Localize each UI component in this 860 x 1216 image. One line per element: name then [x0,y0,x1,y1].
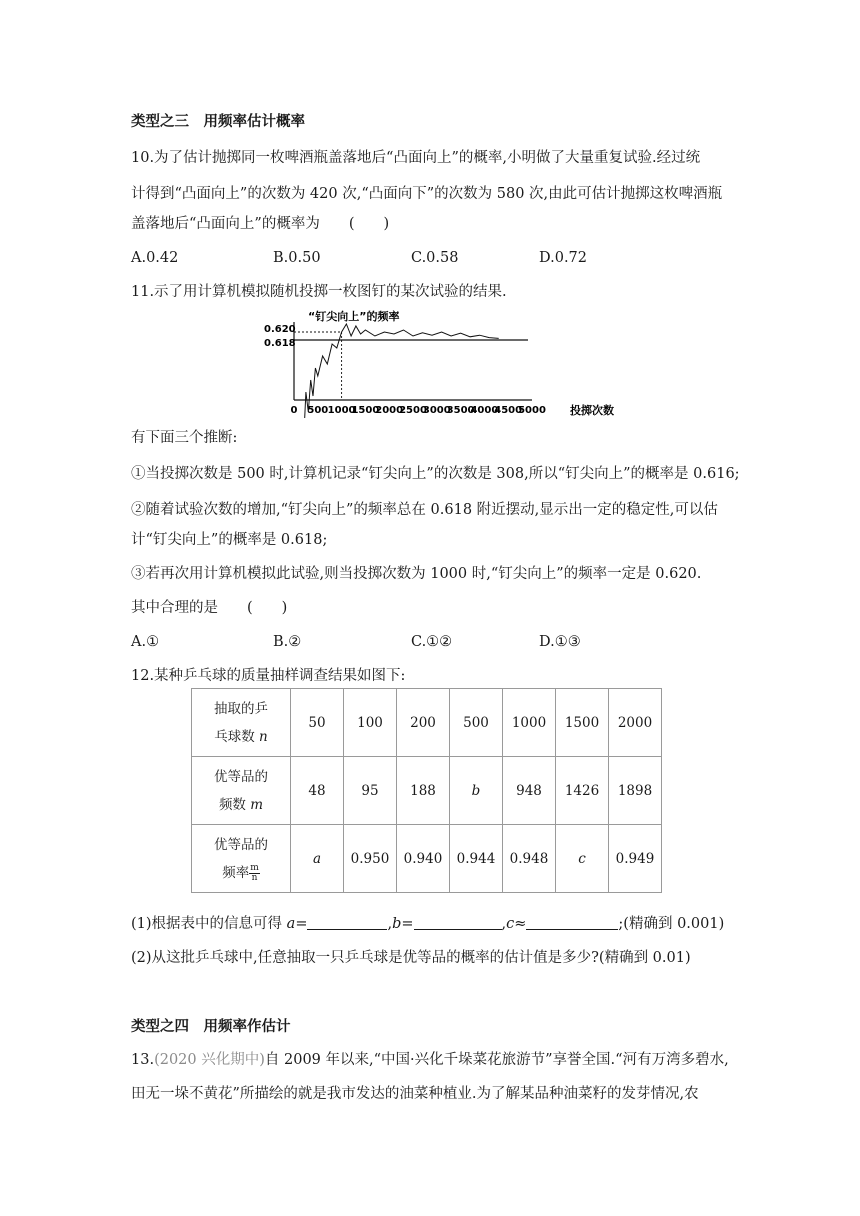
x-tick-label: 1500 [351,405,380,416]
table-row [192,825,662,893]
row-label-line [192,723,290,751]
row-label-line: 优等品的 [214,768,268,785]
q11-ask: 其中合理的是 ( ) [131,600,288,616]
table-cell: 2000 [609,689,662,757]
q12-part-1-prefix: (1)根据表中的信息可得 [131,916,287,932]
table-cell: 0.949 [609,825,662,893]
row-label-text: 频数 [218,796,251,813]
x-tick-label: 2500 [399,405,427,416]
x-tick-label: 500 [307,405,329,416]
table-cell: 1898 [609,757,662,825]
x-tick-label: 4500 [494,405,523,416]
x-tick-label: 3000 [422,405,451,416]
separator: , [501,916,507,932]
x-tick-label: 5000 [518,405,546,416]
var-a: a [286,916,296,932]
section-heading-4: 类型之四 用频率作估计 [131,1019,291,1035]
q13-number: 13. [131,1052,155,1068]
equals-sign: = [295,916,308,932]
fraction-m-over-n [249,864,260,883]
frequency-line-chart [258,306,630,418]
fraction-denominator: n [251,872,258,883]
row-variable: n [259,728,268,745]
table-cell: 500 [450,689,503,757]
q11-stem: 11.示了用计算机模拟随机投掷一枚图钉的某次试验的结果. [131,284,507,300]
table-cell: 1426 [556,757,609,825]
q10-option-a: A.0.42 [131,250,179,266]
q13-source: (2020 兴化期中) [154,1052,265,1068]
row-label-line: 优等品的 [214,836,268,853]
row-label-text: 乓球数 [214,728,260,745]
table-row [192,689,662,757]
row-label-line [192,791,290,819]
y-tick-label: 0.620 [264,324,296,335]
table-cell: 200 [397,689,450,757]
q11-statement-2a: ②随着试验次数的增加,“钉尖向上”的频率总在 0.618 附近摆动,显示出一定的稳定性,可以估 [131,502,718,518]
row-variable: m [250,796,264,813]
table-cell: 0.940 [397,825,450,893]
q13-line-1-text: 自 2009 年以来,“中国·兴化千垛菜花旅游节”享誉全国.“河有万湾多碧水, [264,1052,729,1068]
chart-series [294,324,499,418]
chart-axes [294,322,532,400]
q11-option-d: D.①③ [539,634,581,650]
q10-line-1: 10.为了估计抛掷同一枚啤酒瓶盖落地后“凸面向上”的概率,小明做了大量重复试验.经过统 [131,150,701,166]
q13-line-2: 田无一垛不黄花”所描绘的就是我市发达的油菜种植业.为了解某品种油菜籽的发芽情况,农 [131,1086,699,1102]
table-cell: 0.950 [344,825,397,893]
table-cell: 0.944 [450,825,503,893]
q11-option-a: A.① [131,634,160,650]
x-tick-label: 1000 [327,405,356,416]
table-cell: 50 [291,689,344,757]
q10-line-3: 盖落地后“凸面向上”的概率为 ( ) [131,216,390,232]
q11-option-b: B.② [273,634,302,650]
table-cell: 1500 [556,689,609,757]
q12-stem: 12.某种乒乓球的质量抽样调查结果如图下: [131,668,406,684]
chart-x-ticks [291,405,546,416]
section-heading-3: 类型之三 用频率估计概率 [131,114,305,130]
q11-statement-3: ③若再次用计算机模拟此试验,则当投掷次数为 1000 时,“钉尖向上”的频率一定是 0.620. [131,566,702,582]
q13-line-1 [131,1050,729,1070]
table-cell: c [556,825,609,893]
q10-option-d: D.0.72 [539,250,588,266]
row-label-text: 频率 [222,864,250,881]
x-tick-label: 4000 [470,405,499,416]
row-label-line [192,859,290,887]
x-tick-label: 3500 [446,405,475,416]
table-row-header [192,689,291,757]
separator: , [387,916,393,932]
q10-option-c: C.0.58 [411,250,459,266]
q11-statement-1: ①当投掷次数是 500 时,计算机记录“钉尖向上”的次数是 308,所以“钉尖向上”的概率是 0.616; [131,466,740,482]
table-cell: 0.948 [503,825,556,893]
q11-option-c: C.①② [411,634,453,650]
q10-line-2: 计得到“凸面向上”的次数为 420 次,“凸面向下”的次数为 580 次,由此可估计抛掷这枚啤酒瓶 [131,186,723,202]
chart-y-ticks [264,324,296,349]
table-cell: a [291,825,344,893]
q12-part-1 [131,914,724,934]
chart-reference-lines [294,332,528,400]
table-cell: 95 [344,757,397,825]
y-tick-label: 0.618 [264,338,296,349]
x-tick-label: 0 [290,405,298,416]
table-cell: 188 [397,757,450,825]
equals-sign: = [401,916,414,932]
x-tick-label: 2000 [375,405,404,416]
table-cell: 100 [344,689,397,757]
table-cell: 48 [291,757,344,825]
table-cell: b [450,757,503,825]
q11-intro: 有下面三个推断: [131,430,238,446]
table-row [192,757,662,825]
fraction-numerator: m [250,862,259,873]
answer-blank-c[interactable] [526,915,618,930]
q11-statement-2b: 计“钉尖向上”的概率是 0.618; [131,532,328,548]
table-row-header [192,757,291,825]
q10-option-b: B.0.50 [273,250,321,266]
q12-part-2: (2)从这批乒乓球中,任意抽取一只乒乓球是优等品的概率的估计值是多少?(精确到 0.01) [131,950,691,966]
table-cell: 948 [503,757,556,825]
q12-part-1-suffix: ;(精确到 0.001) [618,916,725,932]
row-label-line: 抽取的乒 [214,700,268,717]
var-c: c [506,916,515,932]
answer-blank-a[interactable] [307,915,387,930]
frequency-series-line [294,324,499,418]
var-b: b [392,916,402,932]
table-row-header [192,825,291,893]
quality-table [191,688,662,893]
table-cell: 1000 [503,689,556,757]
chart-x-label: 投掷次数 [570,404,614,417]
answer-blank-b[interactable] [414,915,502,930]
chart-title: “钉尖向上”的频率 [308,310,400,323]
approx-sign: ≈ [514,916,527,932]
